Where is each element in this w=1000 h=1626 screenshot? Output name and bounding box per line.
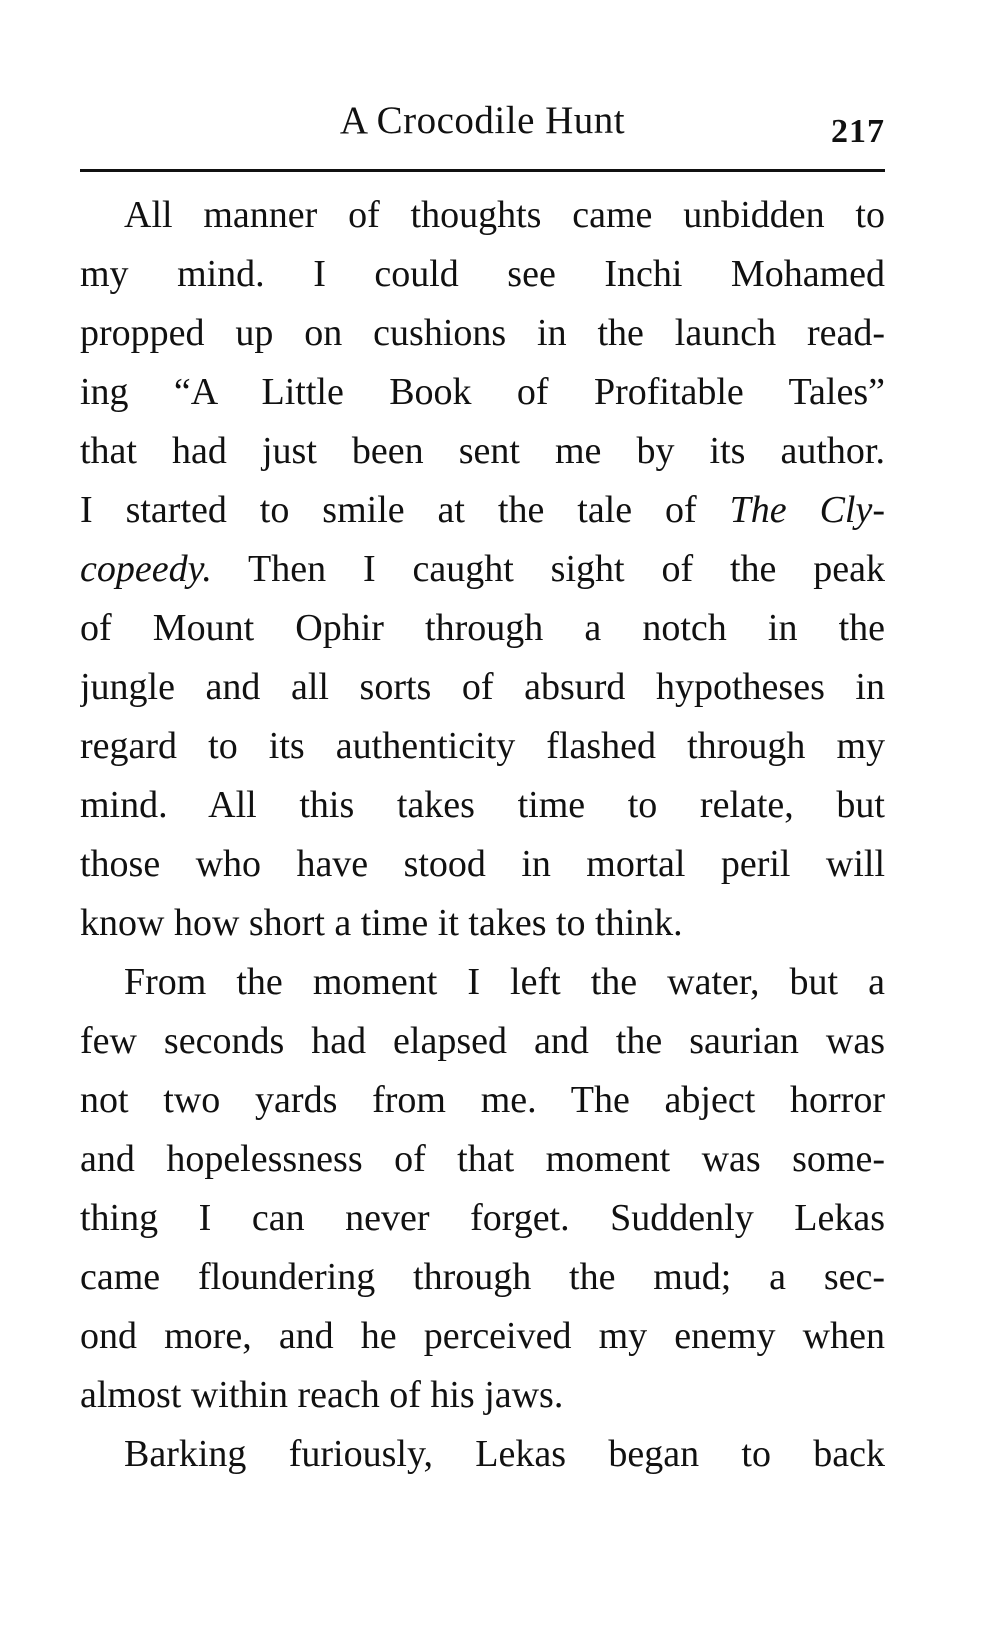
paragraph-3 [80, 1425, 885, 1484]
text-line: Barking furiously, Lekas began to back [124, 1433, 885, 1475]
text-line: All manner of thoughts came unbidden to [124, 194, 885, 236]
italic-title: The Cly- [729, 489, 885, 531]
page-header [80, 98, 885, 158]
text-segment: Then I caught sight of the peak [211, 548, 885, 590]
text-line: of Mount Ophir through a notch in the [80, 607, 885, 649]
text-line: From the moment I left the water, but a [124, 961, 885, 1003]
text-line: ond more, and he perceived my enemy when [80, 1315, 885, 1357]
text-line-with-italic [80, 540, 885, 599]
text-line: know how short a time it takes to think. [80, 902, 683, 944]
text-line: came floundering through the mud; a sec- [80, 1256, 885, 1298]
text-line: that had just been sent me by its author. [80, 430, 885, 472]
text-line-with-italic [80, 481, 885, 540]
text-line: my mind. I could see Inchi Mohamed [80, 253, 885, 295]
text-line: those who have stood in mortal peril will [80, 843, 885, 885]
italic-title: copeedy. [80, 548, 212, 590]
paragraph-2 [80, 953, 885, 1425]
text-line: ing “A Little Book of Profitable Tales” [80, 371, 885, 413]
paragraph-1 [80, 186, 885, 953]
text-line: regard to its authenticity flashed through my [80, 725, 885, 767]
text-line: and hopelessness of that moment was some- [80, 1138, 885, 1180]
text-line: few seconds had elapsed and the saurian was [80, 1020, 885, 1062]
page-number: 217 [831, 113, 885, 150]
text-segment: I started to smile at the tale of [80, 489, 697, 531]
header-rule [80, 169, 885, 172]
body-text [80, 186, 885, 1484]
text-line: thing I can never forget. Suddenly Lekas [80, 1197, 885, 1239]
text-line: almost within reach of his jaws. [80, 1374, 564, 1416]
text-line: not two yards from me. The abject horror [80, 1079, 885, 1121]
text-line: jungle and all sorts of absurd hypotheses in [80, 666, 885, 708]
text-line: mind. All this takes time to relate, but [80, 784, 885, 826]
running-title: A Crocodile Hunt [339, 99, 626, 142]
text-line: propped up on cushions in the launch read- [80, 312, 885, 354]
